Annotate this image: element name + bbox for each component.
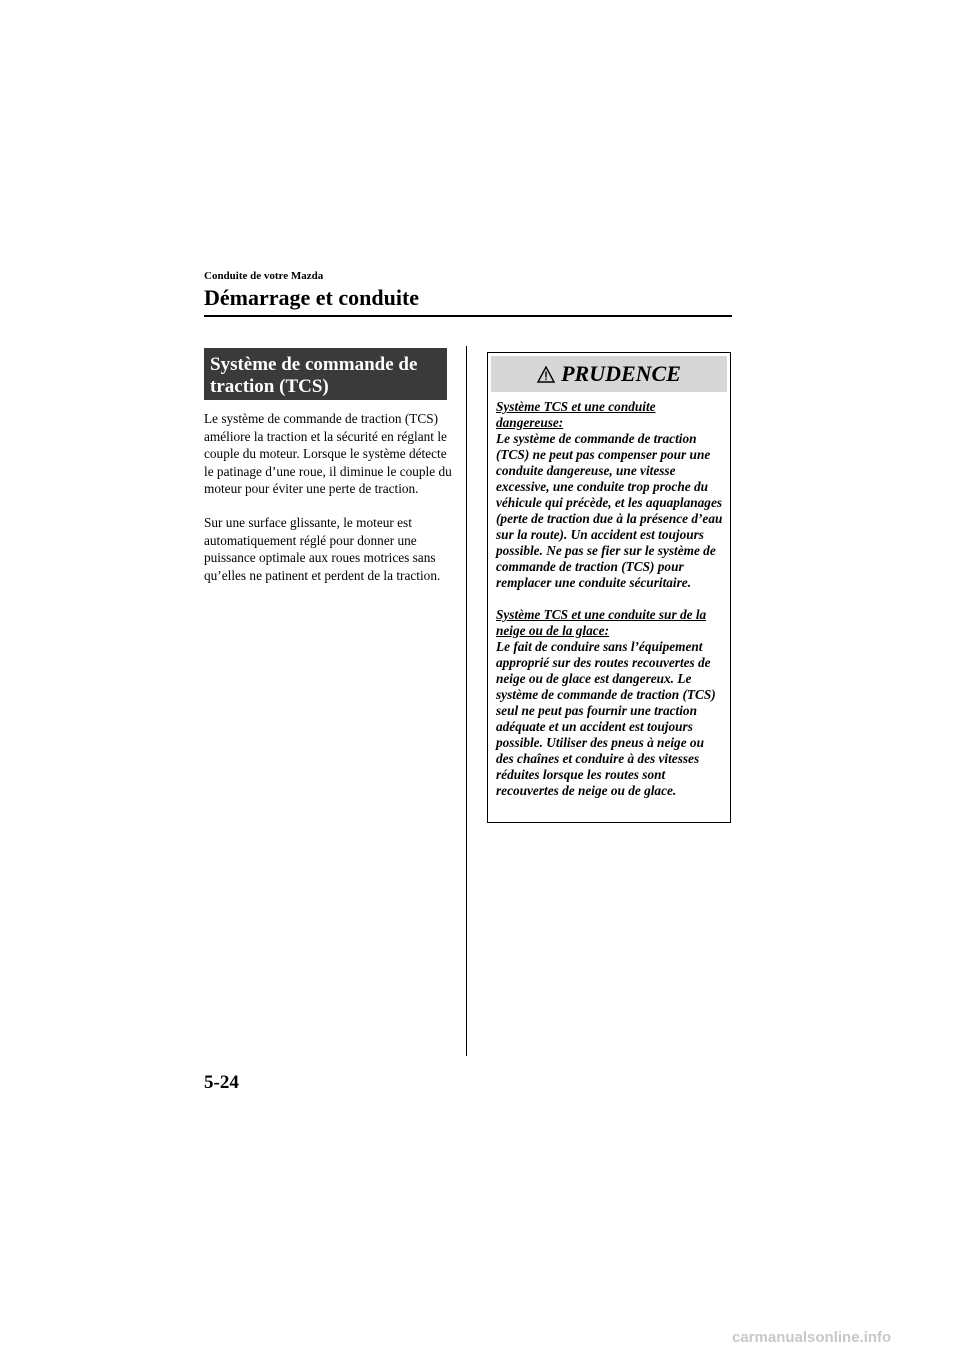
header-rule [204, 315, 732, 317]
watermark: carmanualsonline.info [732, 1329, 892, 1346]
caution-subheading-1: Système TCS et une conduite dangereuse: [496, 399, 656, 430]
section-kicker: Conduite de votre Mazda [204, 270, 324, 282]
chapter-title: Démarrage et conduite [204, 285, 420, 310]
warning-triangle-icon [537, 366, 555, 383]
caution-header [491, 356, 727, 392]
column-divider [466, 346, 467, 1056]
caution-box [487, 352, 731, 823]
caution-text-1: Le système de commande de traction (TCS) ne peut pas compenser pour une conduite dangereuse, une vitesse excessive, une conduite trop proche du véhicule qui précède, et les aquaplanages (perte de traction due à la présence d’eau sur la route). Un accident est toujours possible. Ne pas se fier sur le système de commande de traction (TCS) pour remplacer une conduite sécuritaire. [496, 431, 723, 590]
caution-body [496, 399, 724, 799]
body-paragraph-2: Sur une surface glissante, le moteur est automatiquement réglé pour donner une puissance optimale aux roues motrices sans qu’elles ne patinent et perdent de la traction. [204, 515, 441, 583]
body-paragraph-1: Le système de commande de traction (TCS) améliore la traction et la sécurité en réglant le couple du moteur. Lorsque le système détecte le patinage d’une roue, il diminue le couple du moteur pour éviter une perte de traction. [204, 411, 452, 496]
topic-title-line2: traction (TCS) [210, 376, 329, 397]
caution-subheading-2: Système TCS et une conduite sur de la neige ou de la glace: [496, 607, 707, 638]
topic-title-line1: Système de commande de [210, 354, 418, 375]
caution-text-2: Le fait de conduire sans l’équipement approprié sur des routes recouvertes de neige ou de glace est dangereux. Le système de commande de traction (TCS) seul ne peut pas fournir une traction adéquate et un accident est toujours possible. Utiliser des pneus à neige ou des chaînes et conduire à des vitesses réduites lorsque les routes sont recouvertes de neige ou de glace. [496, 639, 716, 798]
topic-banner [204, 348, 447, 400]
caution-title: PRUDENCE [561, 361, 681, 386]
page-number: 5-24 [204, 1072, 239, 1093]
